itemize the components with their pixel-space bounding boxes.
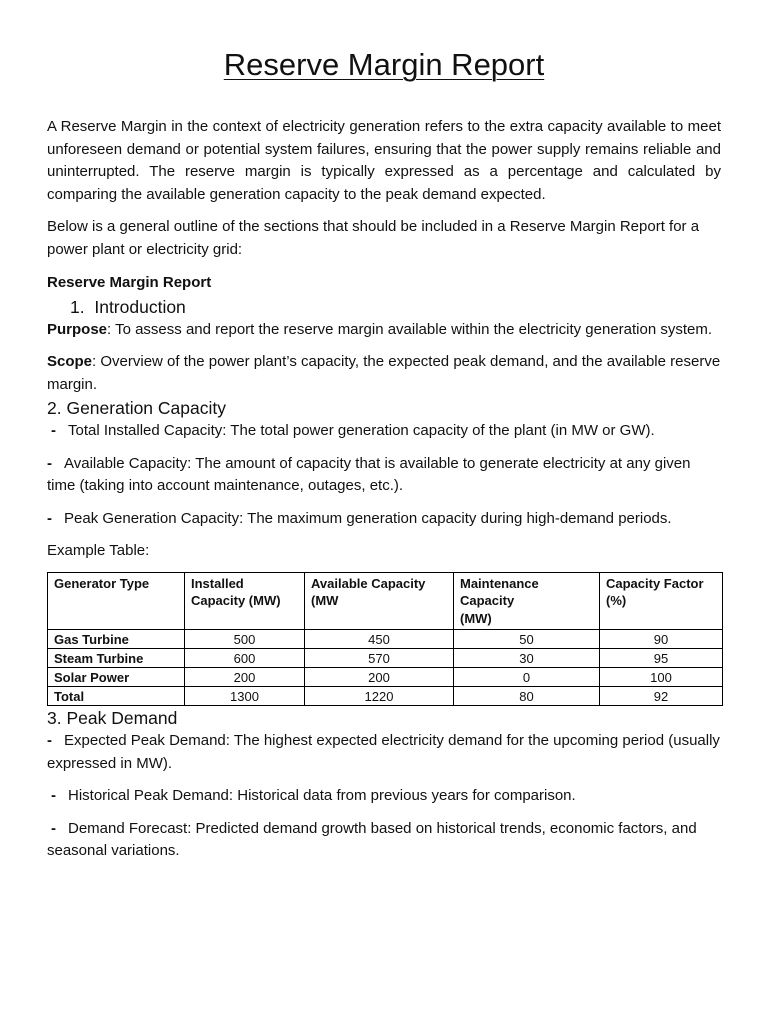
table-caption: Example Table:: [47, 542, 150, 559]
outline-paragraph: Below is a general outline of the sections that should be included in a Reserve Margin Report for a power plant or electricity grid:: [47, 218, 700, 258]
table-cell: 600: [185, 649, 305, 668]
purpose-text: : To assess and report the reserve margin available within the electricity generation system.: [107, 320, 713, 338]
table-cell: 92: [600, 687, 723, 706]
section-generation-capacity-heading: 2. Generation Capacity: [47, 398, 226, 418]
bullet-item: [47, 453, 721, 498]
table-cell: 500: [185, 630, 305, 649]
table-row: [48, 649, 723, 668]
bullet-dash: -: [47, 732, 52, 749]
section-peak-demand-heading: 3. Peak Demand: [47, 708, 178, 728]
table-cell: 0: [454, 668, 600, 687]
table-cell: Total: [48, 687, 185, 706]
bullet-dash: -: [51, 422, 56, 439]
bullet-dash: -: [51, 787, 56, 804]
bullet-item: [47, 508, 721, 531]
purpose-label: Purpose: [47, 320, 108, 338]
table-cell: 30: [454, 649, 600, 668]
table-cell: 90: [600, 630, 723, 649]
section-number: 1.: [70, 296, 85, 317]
table-row: [48, 630, 723, 649]
column-header: Generator Type: [48, 572, 185, 630]
bullet-text: Historical Peak Demand: Historical data from previous years for comparison.: [68, 787, 576, 804]
bullet-dash: -: [51, 819, 56, 837]
table-cell: Solar Power: [48, 668, 185, 687]
table-cell: Steam Turbine: [48, 649, 185, 668]
page-title: Reserve Margin Report: [223, 47, 545, 82]
bullet-text: Total Installed Capacity: The total power generation capacity of the plant (in MW or GW).: [68, 422, 655, 439]
bullet-text: Demand Forecast: Predicted demand growth based on historical trends, economic factors, and seasonal variations.: [47, 819, 697, 859]
intro-paragraph: A Reserve Margin in the context of electricity generation refers to the extra capacity available to meet unforeseen demand or potential system failures, ensuring that the power supply remains reliable and uninterrupted. The reserve margin is typically expressed as a percentage and calculated by comparing the available generation capacity to the peak demand expected.: [47, 118, 721, 203]
section-title: Introduction: [94, 296, 186, 317]
scope-text: : Overview of the power plant’s capacity, the expected peak demand, and the available reserve margin.: [47, 353, 721, 393]
scope-paragraph: [47, 351, 721, 396]
column-header: Installed Capacity (MW): [185, 572, 305, 630]
generation-capacity-table: [47, 572, 723, 707]
bullet-dash: -: [47, 509, 52, 527]
table-cell: 95: [600, 649, 723, 668]
table-cell: 570: [305, 649, 454, 668]
table-cell: 1300: [185, 687, 305, 706]
table-cell: 100: [600, 668, 723, 687]
column-header: Available Capacity (MW: [305, 572, 454, 630]
table-cell: 50: [454, 630, 600, 649]
bullet-text: Expected Peak Demand: The highest expected electricity demand for the upcoming period (usually expressed in MW).: [47, 732, 720, 772]
bullet-text: Available Capacity: The amount of capacity that is available to generate electricity at any given time (taking into account maintenance, outages, etc.).: [47, 454, 691, 494]
table-row: [48, 668, 723, 687]
bullet-item: [47, 420, 721, 443]
table-header-row: [48, 572, 723, 630]
column-header: Capacity Factor (%): [600, 572, 723, 630]
table-cell: 1220: [305, 687, 454, 706]
bullet-item: [47, 818, 721, 863]
column-header: Maintenance Capacity (MW): [454, 572, 600, 630]
purpose-paragraph: [47, 319, 721, 342]
table-row-total: [48, 687, 723, 706]
report-subheading: Reserve Margin Report: [47, 274, 212, 291]
table-cell: 80: [454, 687, 600, 706]
table-cell: 200: [305, 668, 454, 687]
table-cell: 200: [185, 668, 305, 687]
section-introduction-heading: [47, 295, 721, 319]
bullet-dash: -: [47, 454, 52, 472]
table-cell: 450: [305, 630, 454, 649]
table-cell: Gas Turbine: [48, 630, 185, 649]
bullet-item: [47, 730, 721, 775]
scope-label: Scope: [47, 353, 93, 370]
bullet-text: Peak Generation Capacity: The maximum generation capacity during high-demand periods.: [64, 509, 672, 527]
bullet-item: [47, 785, 721, 808]
